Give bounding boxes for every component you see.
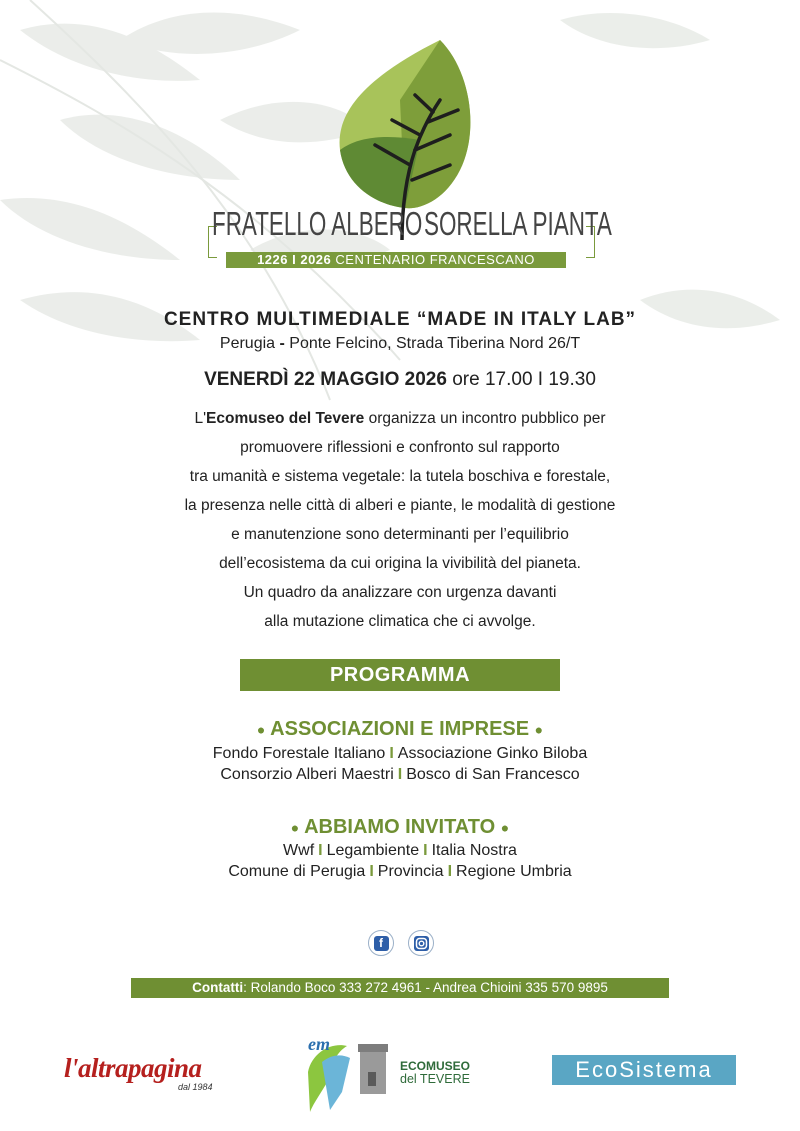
description-line: dell’ecosistema da cui origina la vivibilità del pianeta. bbox=[219, 555, 581, 572]
altrapagina-since: dal 1984 bbox=[178, 1082, 213, 1092]
event-title-left: FRATELLO ALBERO bbox=[212, 205, 423, 242]
contacts-bar bbox=[131, 978, 669, 998]
contacts-label: Contatti bbox=[192, 980, 244, 995]
section-invited-title: ● ABBIAMO INVITATO ● bbox=[290, 816, 510, 838]
event-title-right: SORELLA PIANTA bbox=[424, 205, 612, 242]
venue-name: CENTRO MULTIMEDIALE “MADE IN ITALY LAB” bbox=[163, 309, 637, 330]
facebook-icon[interactable]: f bbox=[368, 930, 394, 956]
svg-text:em: em bbox=[308, 1034, 330, 1054]
instagram-icon[interactable] bbox=[408, 930, 434, 956]
centenary-label: CENTENARIO FRANCESCANO bbox=[335, 252, 535, 267]
venue-street: Ponte Felcino, Strada Tiberina Nord 26/T bbox=[289, 335, 581, 352]
invited-row: Comune di Perugia I Provincia I Regione Umbria bbox=[228, 863, 572, 880]
description-line: Un quadro da analizzare con urgenza davanti bbox=[243, 584, 557, 601]
event-description bbox=[0, 404, 800, 636]
venue-address: Perugia - Ponte Felcino, Strada Tiberina Nord 26/T bbox=[219, 335, 581, 352]
invited-row: Wwf I Legambiente I Italia Nostra bbox=[283, 842, 517, 859]
centenary-year-start: 1226 bbox=[257, 252, 288, 267]
event-times: ore 17.00 I 19.30 bbox=[452, 369, 596, 390]
contacts-text: : Rolando Boco 333 272 4961 - Andrea Chioini 335 570 9895 bbox=[243, 980, 608, 995]
description-line: alla mutazione climatica che ci avvolge. bbox=[264, 613, 536, 630]
event-date bbox=[0, 369, 800, 391]
description-line: promuovere riflessioni e confronto sul rapporto bbox=[240, 439, 560, 456]
description-line: L'Ecomuseo del Tevere organizza un incontro pubblico per bbox=[194, 410, 606, 427]
ecosistema-logo: EcoSistema bbox=[552, 1055, 736, 1085]
description-line: tra umanità e sistema vegetale: la tutela boschiva e forestale, bbox=[189, 468, 611, 485]
program-banner: PROGRAMMA bbox=[240, 659, 560, 691]
description-line: la presenza nelle città di alberi e piante, le modalità di gestione bbox=[184, 497, 616, 514]
section-associations-title: ● ASSOCIAZIONI E IMPRESE ● bbox=[256, 718, 544, 740]
event-day: VENERDÌ 22 MAGGIO 2026 bbox=[204, 369, 447, 390]
description-line: e manutenzione sono determinanti per l’equilibrio bbox=[231, 526, 569, 543]
associations-row: Fondo Forestale Italiano I Associazione Ginko Biloba bbox=[212, 745, 588, 762]
ecomuseo-name: ECOMUSEO del TEVERE bbox=[400, 1059, 471, 1086]
venue-city: Perugia bbox=[219, 335, 276, 352]
centenary-banner bbox=[226, 252, 566, 268]
organizer-name: Ecomuseo del Tevere bbox=[206, 410, 365, 427]
altrapagina-logo: l'altrapagina bbox=[64, 1053, 202, 1083]
centenary-year-end: 2026 bbox=[300, 252, 332, 267]
centenary-separator: I bbox=[292, 252, 301, 267]
ecomuseo-logo-icon bbox=[302, 1032, 398, 1114]
associations-row: Consorzio Alberi Maestri I Bosco di San Francesco bbox=[220, 766, 580, 783]
